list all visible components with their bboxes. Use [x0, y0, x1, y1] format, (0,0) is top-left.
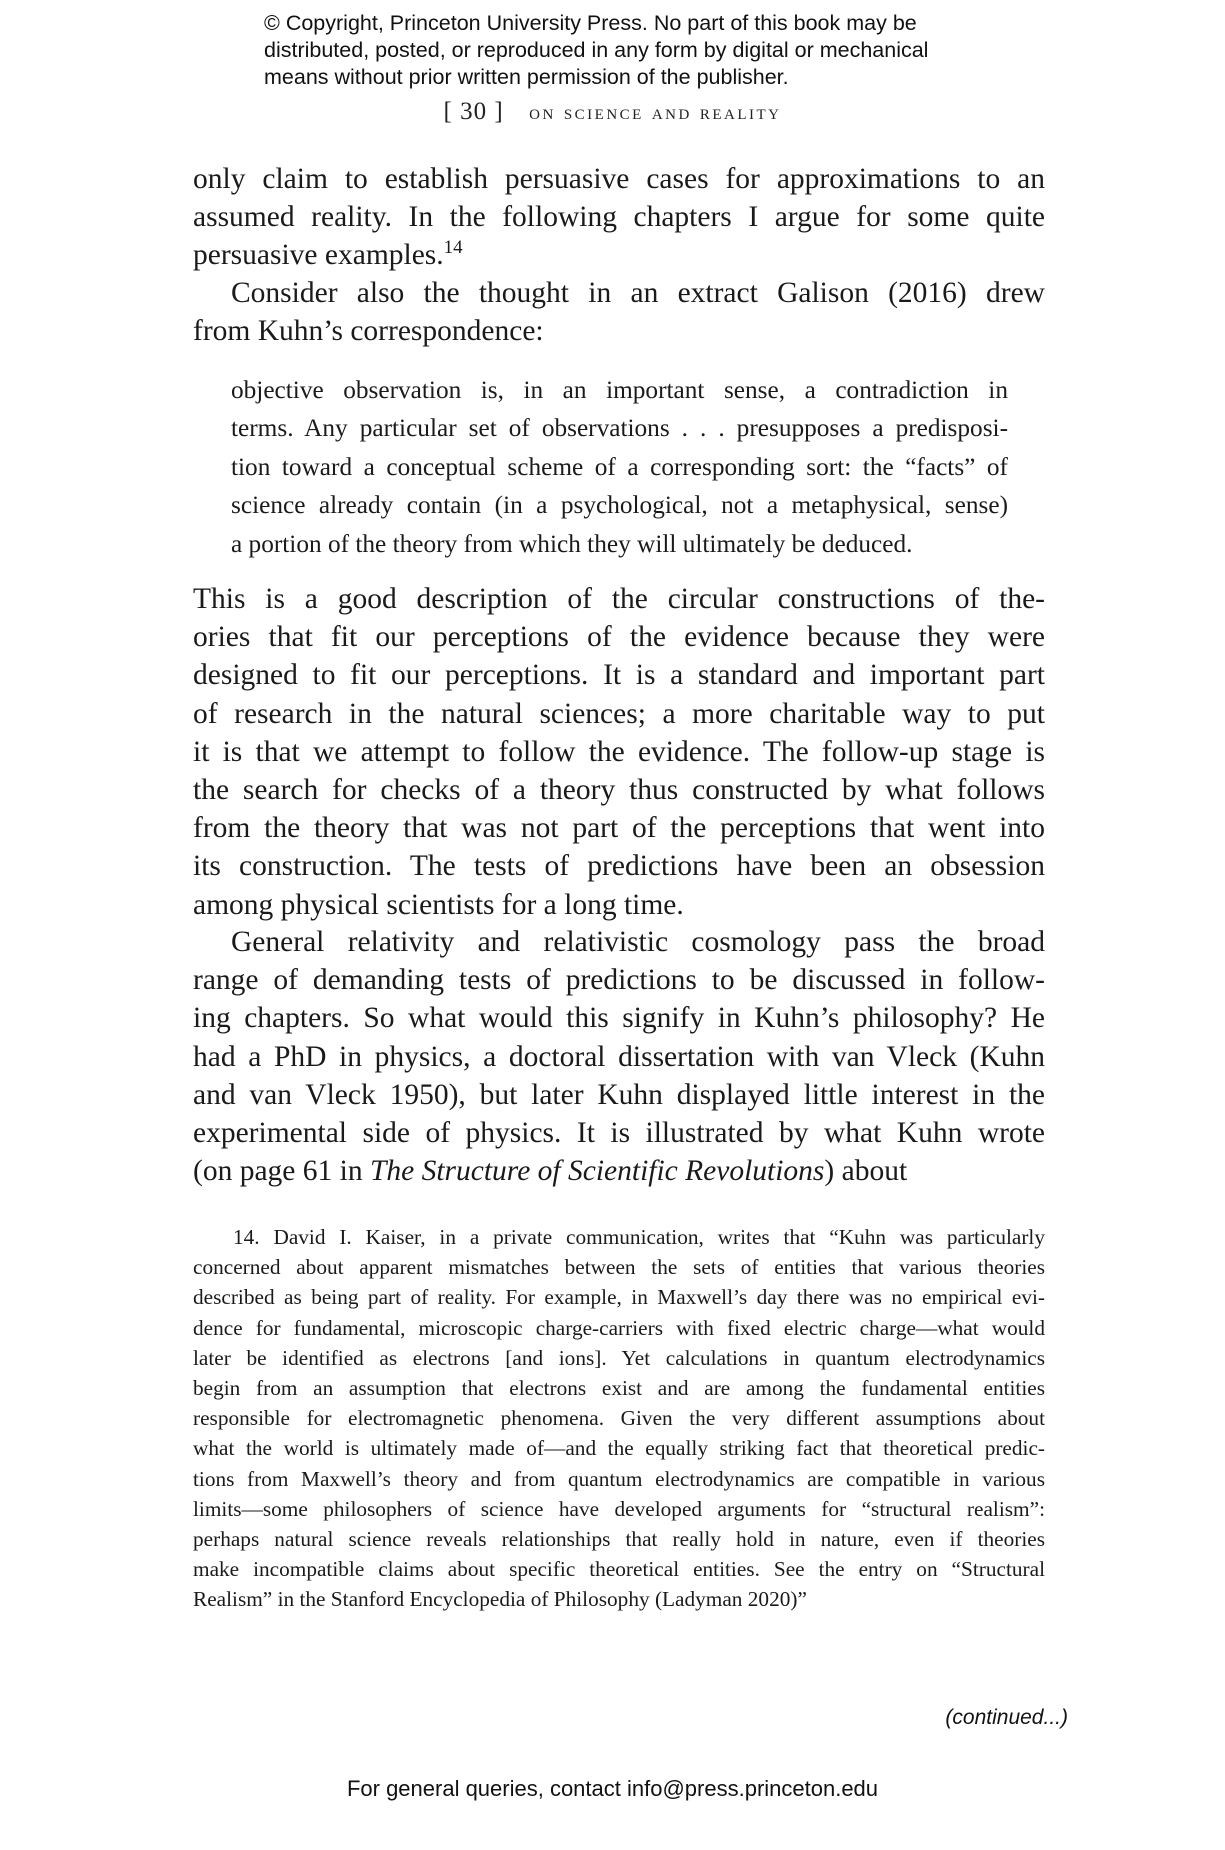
running-title: on science and reality — [529, 99, 782, 124]
paragraph-3 — [193, 580, 1045, 924]
text-line: the search for checks of a theory thus constructed by what follows — [193, 774, 1045, 807]
footnote-line: concerned about apparent mismatches between the sets of entities that various theories — [193, 1255, 1045, 1280]
footnote-line: tions from Maxwell’s theory and from quantum electrodynamics are compatible in various — [193, 1466, 1045, 1491]
text-line: only claim to establish persuasive cases for approximations to an — [193, 163, 1045, 195]
footnote-line: begin from an assumption that electrons exist and are among the fundamental entities — [193, 1376, 1045, 1401]
footnote-line: later be identified as electrons [and ions]. Yet calculations in quantum electrodynamics — [193, 1345, 1045, 1370]
text-line: (on page 61 in The Structure of Scientific Revolutions) about — [193, 1155, 908, 1188]
paragraph-1 — [193, 160, 1045, 275]
quote-line: science already contain (in a psychological, not a metaphysical, sense) — [231, 491, 1008, 520]
contact-footer: For general queries, contact info@press.princeton.edu — [346, 1776, 879, 1801]
text-line: ories that fit our perceptions of the evidence because they were — [193, 621, 1045, 654]
text-line: of research in the natural sciences; a more charitable way to put — [193, 697, 1045, 730]
footnote-line: make incompatible claims about specific theoretical entities. See the entry on “Structural — [193, 1557, 1045, 1582]
footnote-14 — [193, 1222, 1045, 1615]
copyright-line: distributed, posted, or reproduced in any form by digital or mechanical — [264, 38, 929, 62]
quote-line: tion toward a conceptual scheme of a corresponding sort: the “facts” of — [231, 452, 1008, 481]
text-line: from the theory that was not part of the perceptions that went into — [193, 812, 1045, 845]
text-line: from Kuhn’s correspondence: — [193, 315, 544, 348]
footnote-line: 14. David I. Kaiser, in a private communication, writes that “Kuhn was particularly — [233, 1225, 1045, 1249]
footnote-line: perhaps natural science reveals relationships that really hold in nature, even if theories — [193, 1527, 1045, 1552]
text-line: This is a good description of the circular constructions of the- — [193, 583, 1045, 615]
copyright-line: means without prior written permission of the publisher. — [264, 65, 789, 89]
copyright-line: © Copyright, Princeton University Press. No part of this book may be — [264, 11, 917, 35]
page-number: [ 30 ] — [443, 98, 504, 125]
text-line: its construction. The tests of predictions have been an obsession — [193, 850, 1045, 883]
text-line: it is that we attempt to follow the evidence. The follow-up stage is — [193, 735, 1045, 768]
footnote-line: dence for fundamental, microscopic charge-carriers with fixed electric charge—what would — [193, 1315, 1045, 1340]
quote-line: objective observation is, in an important sense, a contradiction in — [231, 376, 1008, 404]
copyright-notice — [264, 10, 1024, 91]
footnote-line: responsible for electromagnetic phenomena. Given the very different assumptions about — [193, 1406, 1045, 1431]
quote-line: terms. Any particular set of observations . . . presupposes a predisposi- — [231, 414, 1008, 443]
text-line: ing chapters. So what would this signify in Kuhn’s philosophy? He — [193, 1002, 1045, 1035]
text-line: Consider also the thought in an extract Galison (2016) drew — [231, 277, 1045, 309]
text-line: assumed reality. In the following chapters I argue for some quite — [193, 201, 1045, 234]
text-line: range of demanding tests of predictions to be discussed in follow- — [193, 964, 1045, 997]
text-line: and van Vleck 1950), but later Kuhn displayed little interest in the — [193, 1078, 1045, 1111]
continued-note: (continued...) — [945, 1706, 1068, 1729]
block-quote — [231, 371, 1008, 563]
text-line: General relativity and relativistic cosmology pass the broad — [231, 926, 1045, 958]
text-line: designed to fit our perceptions. It is a standard and important part — [193, 659, 1045, 692]
paragraph-2 — [193, 274, 1045, 350]
footnote-line: what the world is ultimately made of—and the equally striking fact that theoretical predic- — [193, 1436, 1045, 1461]
running-head — [0, 98, 1225, 126]
footnote-line: limits—some philosophers of science have developed arguments for “structural realism”: — [193, 1496, 1045, 1521]
footnote-reference[interactable]: 14 — [443, 237, 463, 259]
text-line: experimental side of physics. It is illustrated by what Kuhn wrote — [193, 1117, 1045, 1150]
book-title: The Structure of Scientific Revolutions — [369, 1155, 825, 1188]
footnote-line: Realism” in the Stanford Encyclopedia of Philosophy (Ladyman 2020)” — [193, 1587, 807, 1612]
footnote-line: described as being part of reality. For example, in Maxwell’s day there was no empirical evi- — [193, 1285, 1045, 1310]
quote-line: a portion of the theory from which they will ultimately be deduced. — [231, 529, 913, 558]
text-line: among physical scientists for a long time. — [193, 888, 684, 921]
text-line: persuasive examples.$^{14}$ — [193, 237, 463, 272]
paragraph-4 — [193, 923, 1045, 1190]
text-line: had a PhD in physics, a doctoral dissertation with van Vleck (Kuhn — [193, 1040, 1045, 1073]
